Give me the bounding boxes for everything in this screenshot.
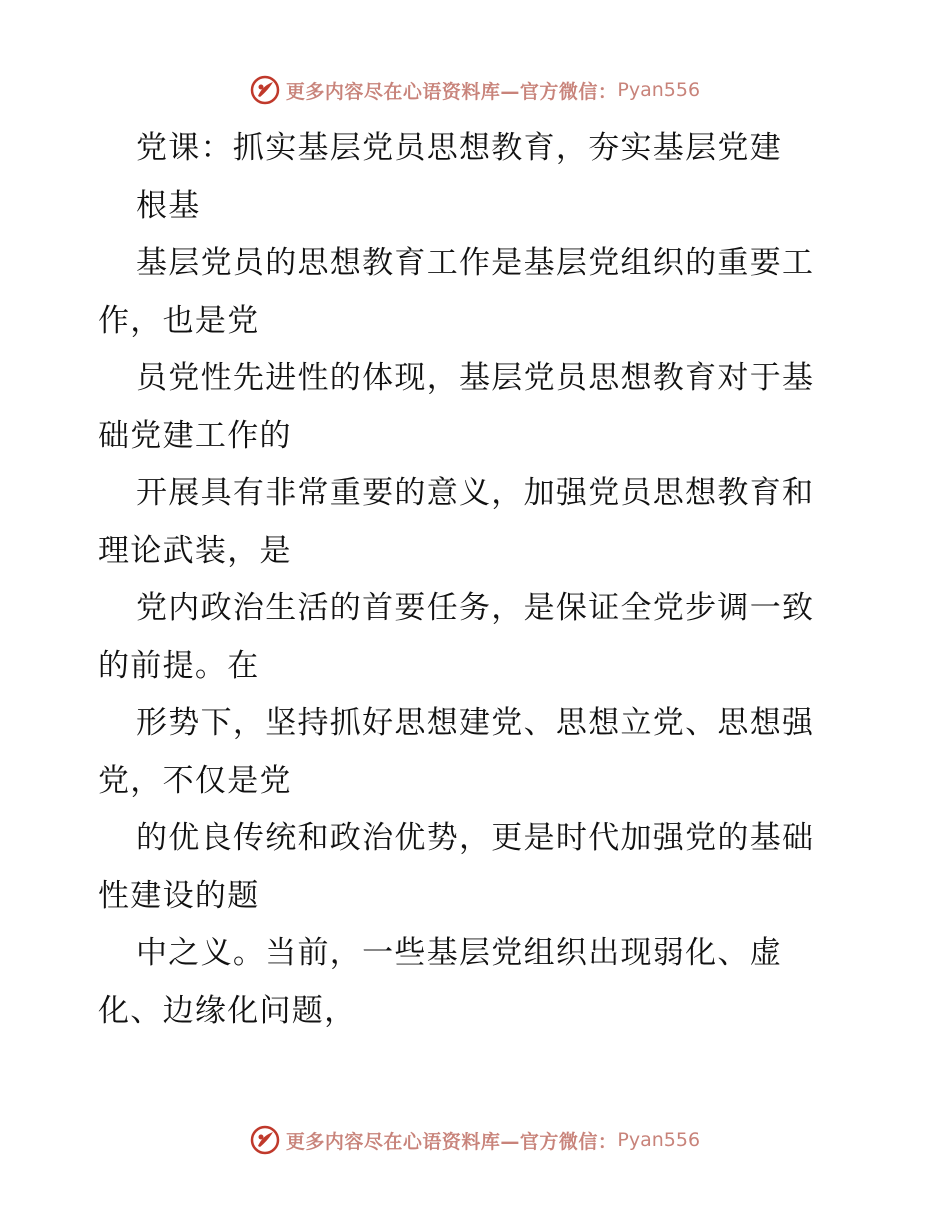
paragraph-line: 的优良传统和政治优势，更是时代加强党的基础 xyxy=(136,820,815,856)
paragraph-line: 基层党员的思想教育工作是基层党组织的重要工 xyxy=(136,245,815,281)
paragraph-line: 党内政治生活的首要任务，是保证全党步调一致 xyxy=(136,590,815,626)
document-title-line-1: 党课：抓实基层党员思想教育，夯实基层党建 xyxy=(136,130,782,166)
footer-watermark-banner xyxy=(0,1120,950,1160)
paragraph-line: 化、边缘化问题， xyxy=(98,992,357,1029)
paragraph-line: 形势下，坚持抓好思想建党、思想立党、思想强 xyxy=(136,705,815,741)
header-banner-brand: Pyan556 xyxy=(617,79,701,101)
paragraph-line: 开展具有非常重要的意义，加强党员思想教育和 xyxy=(136,475,815,511)
header-watermark-banner xyxy=(0,70,950,110)
footer-banner-brand: Pyan556 xyxy=(617,1129,701,1151)
document-body xyxy=(98,120,858,1040)
paragraph-line: 的前提。在 xyxy=(98,647,260,684)
paragraph-line: 础党建工作的 xyxy=(98,417,292,454)
header-banner-text: 更多内容尽在心语资料库—官方微信： xyxy=(285,80,618,103)
paragraph-line: 性建设的题 xyxy=(98,877,260,914)
document-title-line-2: 根基 xyxy=(136,187,201,224)
paragraph-line: 作，也是党 xyxy=(98,302,260,339)
paragraph-line: 理论武装，是 xyxy=(98,532,292,569)
paragraph-line: 党，不仅是党 xyxy=(98,762,292,799)
brand-logo-icon xyxy=(250,75,280,105)
paragraph-line: 员党性先进性的体现，基层党员思想教育对于基 xyxy=(136,360,815,396)
footer-banner-text: 更多内容尽在心语资料库—官方微信： xyxy=(285,1130,618,1153)
brand-logo-icon xyxy=(250,1125,280,1155)
paragraph-line: 中之义。当前，一些基层党组织出现弱化、虚 xyxy=(136,935,782,971)
